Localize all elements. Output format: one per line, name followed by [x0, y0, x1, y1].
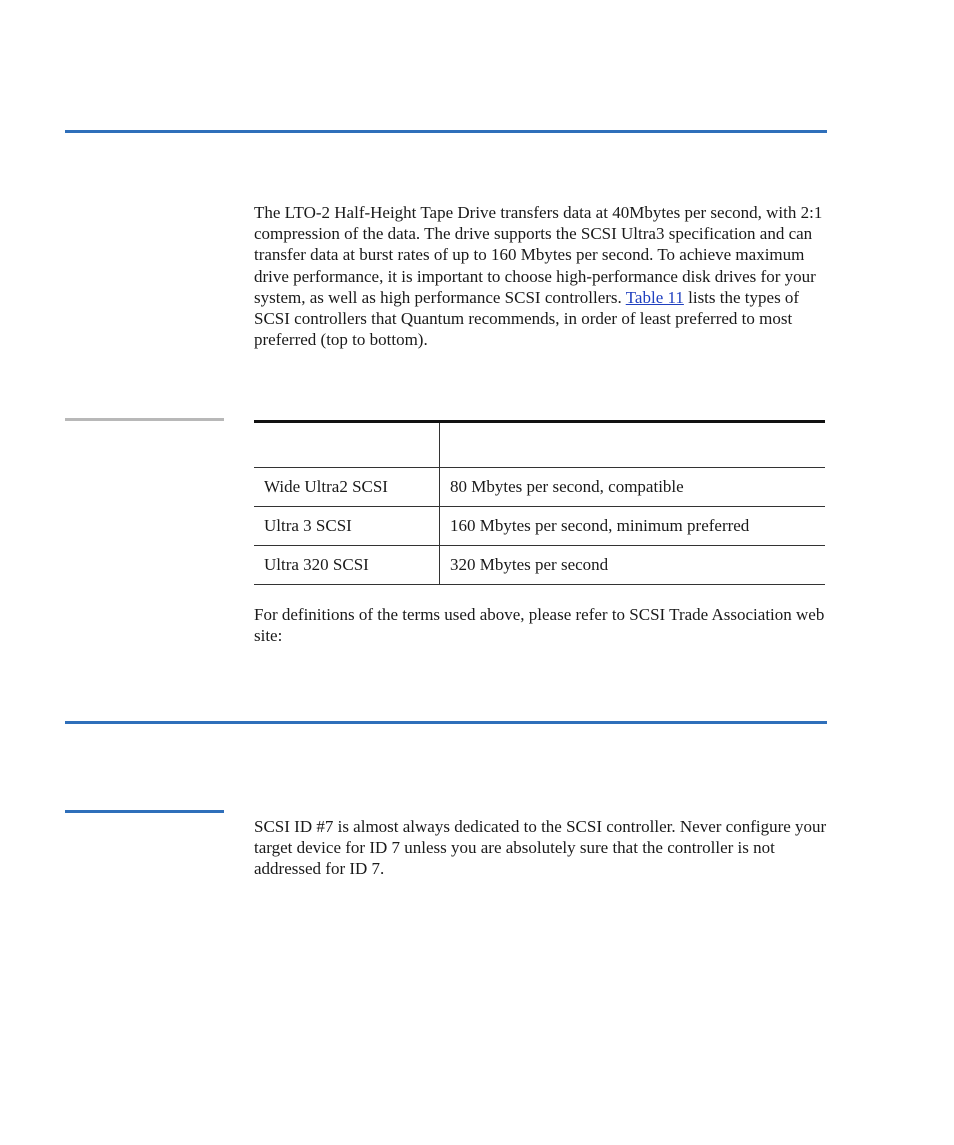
subsection-rule: [65, 810, 224, 813]
table-cell-controller: Wide Ultra2 SCSI: [254, 468, 440, 507]
intro-text-start: The LTO-2 Half-Height Tape Drive transfers data at 40Mbytes per second, with 2:1 compression of the data. The drive supports the SCSI Ultra3 specification and can transfer data at burst rates of up to 160 Mbytes per second. To achieve maximum drive performance, it is important to choose high-performance disk drives for your system, as well as high performance SCSI controllers.: [254, 203, 823, 307]
section-divider-top: [65, 130, 827, 133]
table-cell-controller: Ultra 3 SCSI: [254, 507, 440, 546]
table-header-cell: [254, 422, 440, 468]
table-row: [254, 546, 825, 585]
table-header-cell: [440, 422, 826, 468]
table-cell-rate: 80 Mbytes per second, compatible: [450, 477, 684, 496]
table-header-row: [254, 422, 825, 468]
definitions-note: For definitions of the terms used above, please refer to SCSI Trade Association web site:: [254, 605, 825, 646]
scsi-id-paragraph: SCSI ID #7 is almost always dedicated to the SCSI controller. Never configure your target device for ID 7 unless you are absolutely sure that the controller is not addressed for ID 7.: [254, 817, 827, 879]
section-divider-middle: [65, 721, 827, 724]
table-cell-rate: 160 Mbytes per second, minimum preferred: [450, 516, 750, 535]
table-caption-rule: [65, 418, 224, 421]
table-cell-rate: 320 Mbytes per second: [450, 555, 609, 574]
intro-paragraph: [254, 202, 829, 350]
table-row: [254, 468, 825, 507]
table-row: [254, 507, 825, 546]
scsi-controller-table: [254, 420, 825, 585]
table-cell-controller: Ultra 320 SCSI: [254, 546, 440, 585]
intro-text-end: lists the types of SCSI controllers that Quantum recommends, in order of least preferred to most preferred (top to bottom).: [254, 287, 800, 350]
table-11-link[interactable]: Table 11: [625, 287, 684, 307]
